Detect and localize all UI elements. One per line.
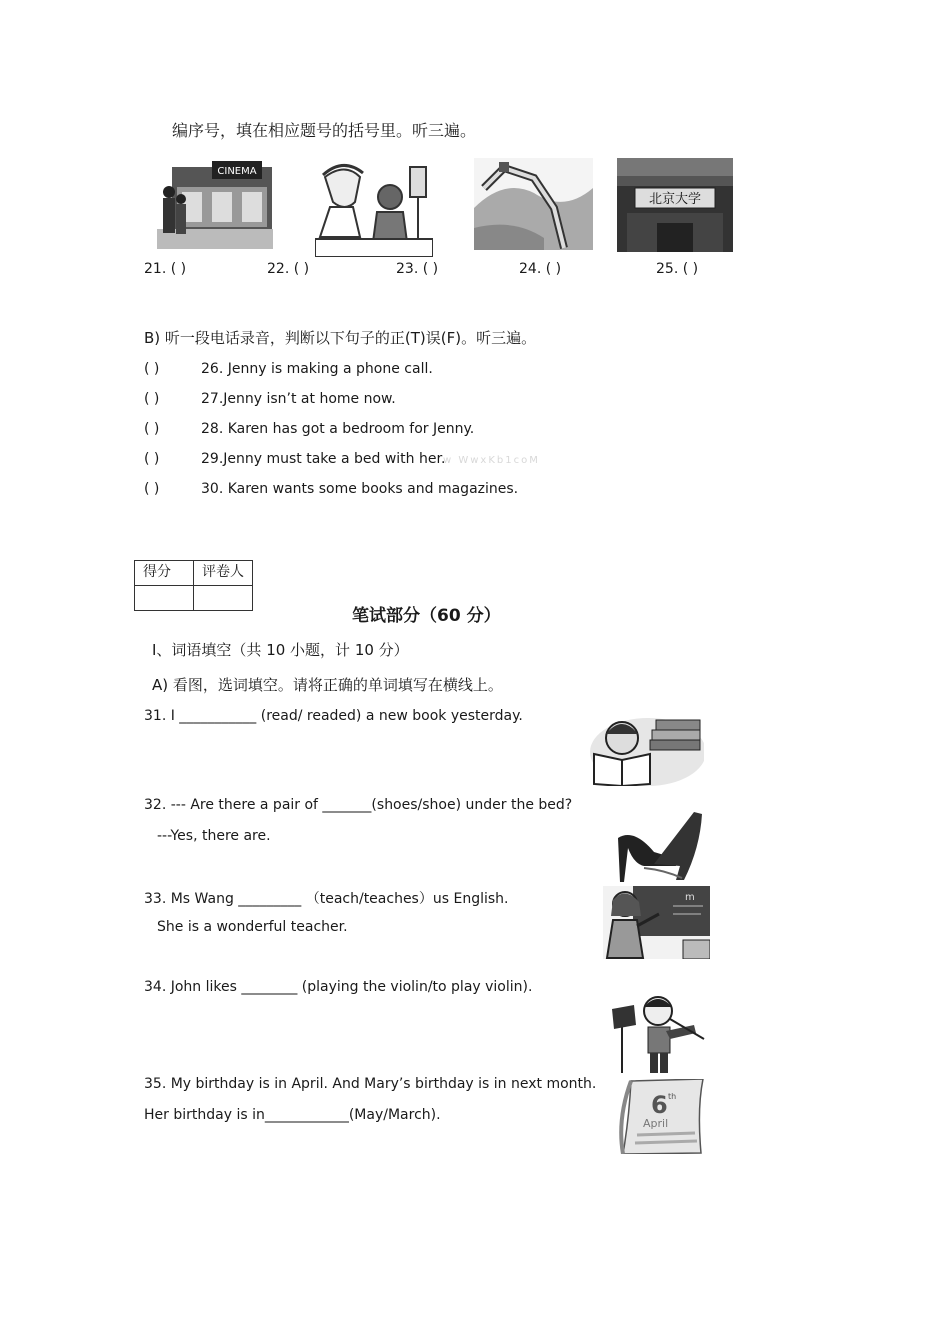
- calendar-month: April: [643, 1117, 669, 1130]
- question-31: 31. I ___________ (read/ readed) a new book yesterday.: [144, 708, 523, 724]
- boy-reading-picture: [588, 714, 704, 786]
- picture-label-23: 23. ( ): [396, 261, 439, 277]
- grader-cell[interactable]: [194, 586, 253, 611]
- statement-30: 30. Karen wants some books and magazines.: [201, 481, 519, 497]
- part-one-heading: I、词语填空（共 10 小题，计 10 分）: [152, 641, 409, 659]
- answer-paren-29: ( ): [144, 451, 160, 467]
- high-heel-shoes-picture: [614, 808, 704, 884]
- statement-29: 29.Jenny must take a bed with her.: [201, 451, 446, 467]
- answer-paren-28: ( ): [144, 421, 160, 437]
- section-b-heading: B) 听一段电话录音，判断以下句子的正(T)误(F)。听三遍。: [144, 329, 537, 347]
- picture-label-25: 25. ( ): [656, 261, 699, 277]
- question-32-answer: ---Yes, there are.: [157, 828, 271, 844]
- score-table: [134, 560, 253, 611]
- statement-28: 28. Karen has got a bedroom for Jenny.: [201, 421, 475, 437]
- score-header: 得分: [135, 561, 194, 586]
- watermark: w WwxKb1coM: [443, 455, 540, 466]
- calendar-day: 6: [651, 1091, 668, 1119]
- answer-paren-27: ( ): [144, 391, 160, 407]
- grader-header: 评卷人: [194, 561, 253, 586]
- picture-label-24: 24. ( ): [519, 261, 562, 277]
- calendar-picture: [617, 1079, 704, 1154]
- question-33-line2: She is a wonderful teacher.: [157, 919, 348, 935]
- question-35-line2: Her birthday is in____________(May/March).: [144, 1107, 441, 1123]
- question-33: 33. Ms Wang _________ （teach/teaches）us English.: [144, 891, 509, 907]
- statement-26: 26. Jenny is making a phone call.: [201, 361, 433, 377]
- part-a-heading: A) 看图，选词填空。请将正确的单词填写在横线上。: [152, 676, 503, 694]
- question-35: 35. My birthday is in April. And Mary’s birthday is in next month.: [144, 1076, 597, 1092]
- written-section-title: 笔试部分（60 分）: [352, 606, 501, 626]
- cinema-sign: CINEMA: [217, 166, 257, 177]
- section-a-instruction: 编序号，填在相应题号的括号里。听三遍。: [172, 121, 477, 140]
- answer-paren-30: ( ): [144, 481, 160, 497]
- cinema-picture: [157, 157, 273, 249]
- svg-text:m: m: [685, 892, 695, 903]
- shopping-counter-picture: [315, 157, 433, 257]
- question-32: 32. --- Are there a pair of _______(shoes/shoe) under the bed?: [144, 797, 573, 813]
- peking-university-gate-picture: [617, 158, 733, 252]
- statement-27: 27.Jenny isn’t at home now.: [201, 391, 396, 407]
- university-sign: 北京大学: [648, 192, 702, 207]
- picture-label-21: 21. ( ): [144, 261, 187, 277]
- great-wall-picture: [474, 158, 593, 250]
- calendar-day-suffix: th: [668, 1092, 677, 1101]
- question-34: 34. John likes ________ (playing the violin/to play violin).: [144, 979, 533, 995]
- score-cell[interactable]: [135, 586, 194, 611]
- violin-player-picture: [610, 995, 707, 1075]
- picture-label-22: 22. ( ): [267, 261, 310, 277]
- teacher-picture: [603, 886, 710, 959]
- answer-paren-26: ( ): [144, 361, 160, 377]
